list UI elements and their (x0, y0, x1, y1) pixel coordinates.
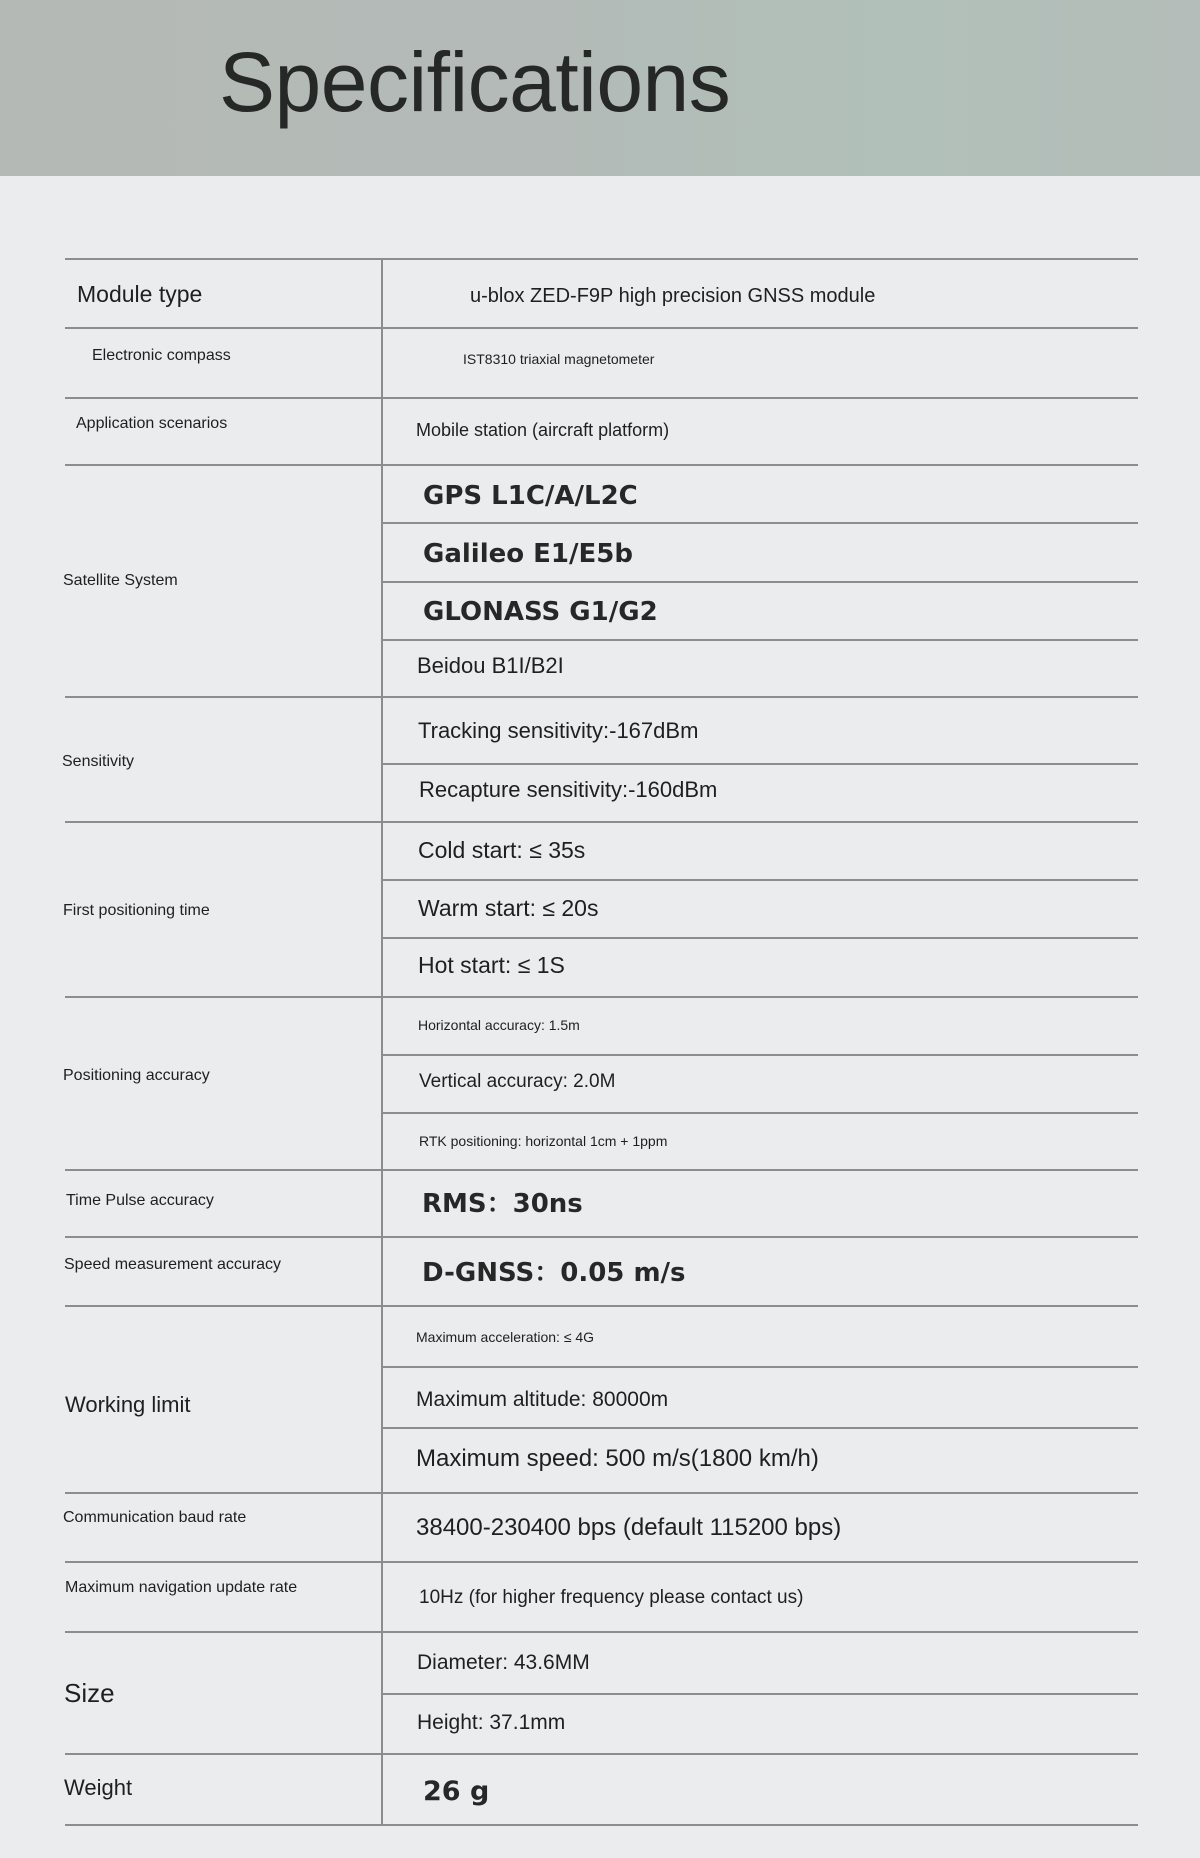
row-value-max-speed: Maximum speed: 500 m/s(1800 km/h) (416, 1445, 819, 1472)
row-divider (65, 1305, 1138, 1307)
row-divider (65, 821, 1138, 823)
subrow-divider (382, 1054, 1138, 1056)
row-divider (65, 1492, 1138, 1494)
row-value-cold-start: Cold start: ≤ 35s (418, 837, 586, 863)
row-label-satellite-system: Satellite System (63, 572, 178, 589)
column-divider (381, 259, 383, 1826)
subrow-divider (382, 522, 1138, 524)
row-value-vertical-accuracy: Vertical accuracy: 2.0M (419, 1071, 616, 1092)
row-label-sensitivity: Sensitivity (62, 753, 135, 770)
table-top-border (65, 258, 1138, 260)
page-title: Specifications (219, 35, 731, 129)
row-label-max-navigation-update-rate: Maximum navigation update rate (65, 1579, 298, 1596)
row-value-diameter: Diameter: 43.6MM (417, 1651, 590, 1674)
row-value-satellite-glonass: GLONASS G1/G2 (423, 597, 658, 627)
row-value-satellite-galileo: Galileo E1/E5b (423, 539, 633, 569)
row-label-time-pulse-accuracy: Time Pulse accuracy (66, 1192, 214, 1209)
subrow-divider (382, 581, 1138, 583)
row-value-speed-measurement: D-GNSS：0.05 m/s (422, 1258, 686, 1288)
subrow-divider (382, 1427, 1138, 1429)
subrow-divider (382, 937, 1138, 939)
row-value-recapture-sensitivity: Recapture sensitivity:-160dBm (419, 777, 718, 802)
subrow-divider (382, 639, 1138, 641)
row-label-module-type: Module type (77, 281, 203, 307)
row-divider (65, 996, 1138, 998)
row-value-height: Height: 37.1mm (417, 1711, 566, 1734)
row-label-first-positioning-time: First positioning time (63, 902, 210, 919)
row-value-update-rate: 10Hz (for higher frequency please contact us) (419, 1587, 804, 1608)
row-value-application-scenarios: Mobile station (aircraft platform) (416, 420, 670, 440)
row-value-max-altitude: Maximum altitude: 80000m (416, 1388, 669, 1411)
row-value-module-type: u-blox ZED-F9P high precision GNSS module (470, 285, 876, 307)
subrow-divider (382, 1693, 1138, 1695)
table-bottom-border (65, 1824, 1138, 1826)
row-value-tracking-sensitivity: Tracking sensitivity:-167dBm (418, 718, 699, 743)
row-value-weight: 26 g (423, 1776, 490, 1807)
row-value-hot-start: Hot start: ≤ 1S (418, 952, 565, 978)
row-value-horizontal-accuracy: Horizontal accuracy: 1.5m (418, 1017, 580, 1033)
row-label-speed-measurement-accuracy: Speed measurement accuracy (64, 1256, 281, 1273)
row-divider (65, 397, 1138, 399)
row-label-communication-baud-rate: Communication baud rate (63, 1509, 247, 1526)
row-value-time-pulse: RMS：30ns (422, 1189, 583, 1219)
row-label-application-scenarios: Application scenarios (76, 415, 228, 432)
row-value-rtk-positioning: RTK positioning: horizontal 1cm + 1ppm (419, 1133, 668, 1149)
subrow-divider (382, 1366, 1138, 1368)
row-divider (65, 1753, 1138, 1755)
subrow-divider (382, 879, 1138, 881)
row-value-satellite-beidou: Beidou B1I/B2I (417, 653, 564, 678)
row-value-max-acceleration: Maximum acceleration: ≤ 4G (416, 1329, 595, 1345)
row-label-weight: Weight (64, 1775, 133, 1800)
row-label-positioning-accuracy: Positioning accuracy (63, 1067, 210, 1084)
row-divider (65, 1236, 1138, 1238)
row-value-baud-rate: 38400-230400 bps (default 115200 bps) (416, 1514, 842, 1541)
header-banner (0, 0, 1200, 176)
row-divider (65, 327, 1138, 329)
row-divider (65, 696, 1138, 698)
row-value-satellite-gps: GPS L1C/A/L2C (423, 481, 638, 511)
row-divider (65, 1561, 1138, 1563)
subrow-divider (382, 763, 1138, 765)
row-label-electronic-compass: Electronic compass (92, 347, 231, 364)
row-value-warm-start: Warm start: ≤ 20s (418, 895, 599, 921)
row-label-working-limit: Working limit (65, 1392, 191, 1417)
row-label-size: Size (64, 1678, 115, 1708)
row-divider (65, 464, 1138, 466)
row-divider (65, 1169, 1138, 1171)
subrow-divider (382, 1112, 1138, 1114)
row-value-electronic-compass: IST8310 triaxial magnetometer (463, 351, 655, 367)
row-divider (65, 1631, 1138, 1633)
